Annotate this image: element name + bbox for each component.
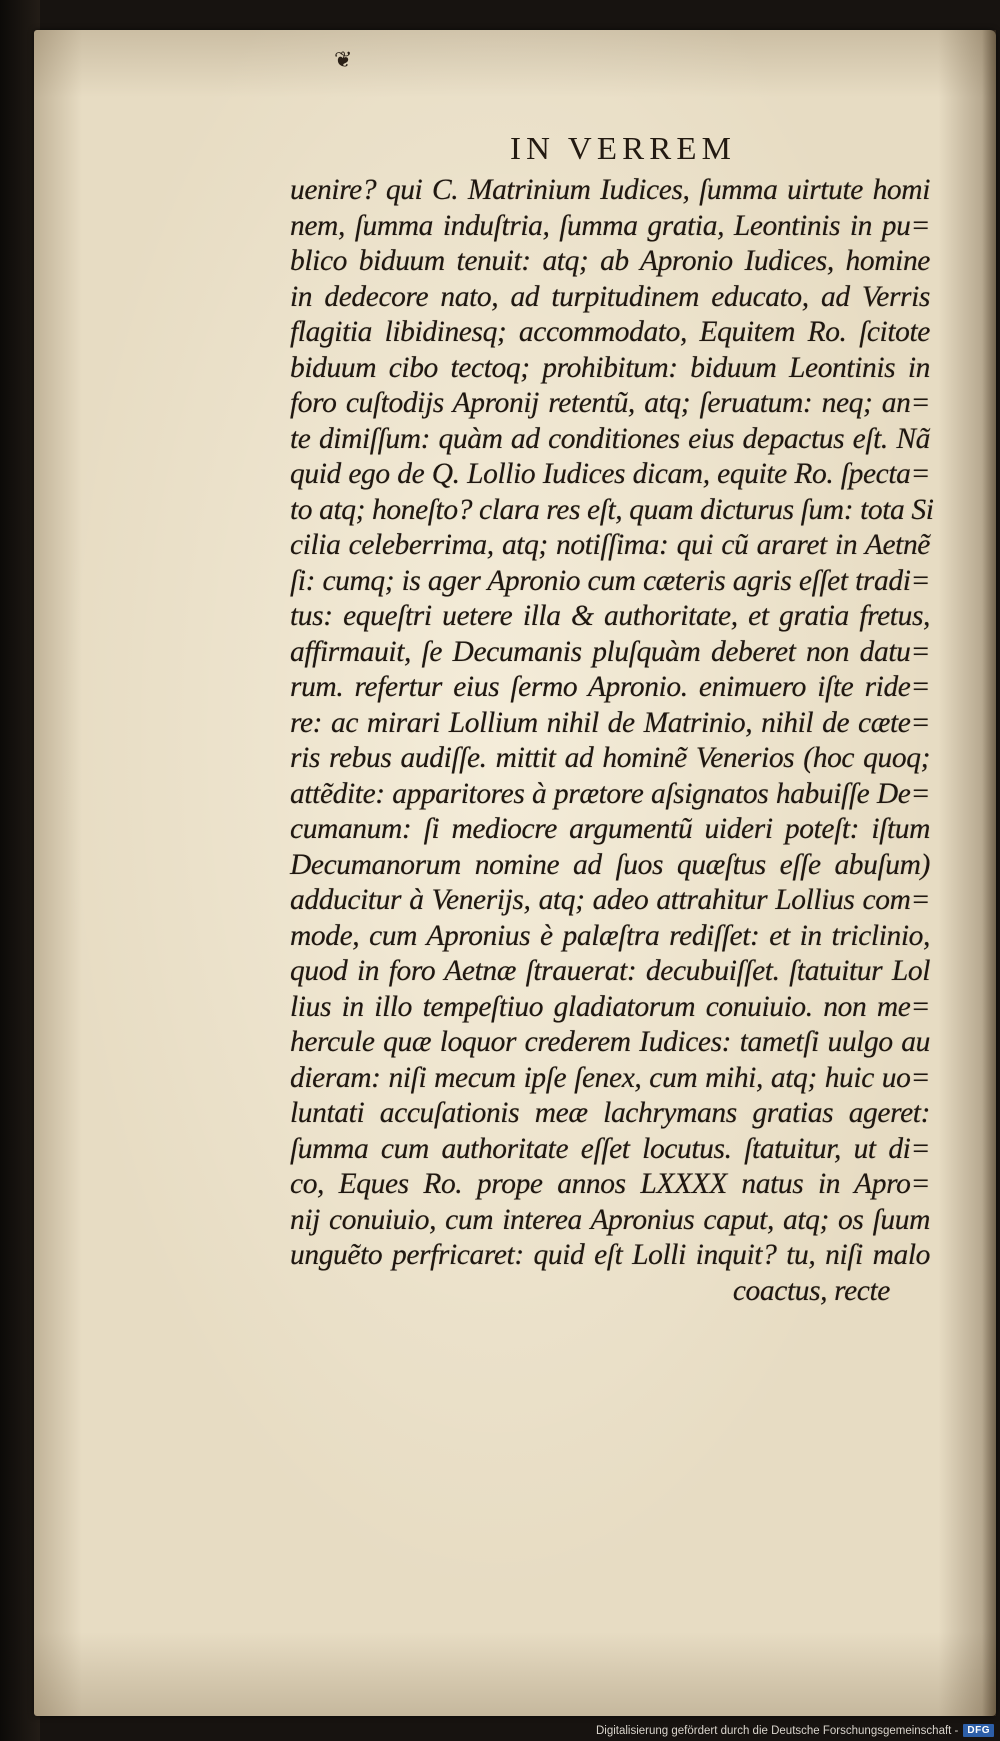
digitization-credit (596, 1724, 994, 1737)
book-page (34, 30, 996, 1716)
text-line: affirmauit, ſe Decumanis pluſquàm deberet non datu= (290, 635, 930, 668)
text-line: dieram: niſi mecum ipſe ſenex, cum mihi, atq; huic uo= (290, 1061, 930, 1094)
credit-text: Digitalisierung gefördert durch die Deutsche Forschungsgemeinschaft - (595, 1724, 959, 1737)
text-line: flagitia libidinesq; accommodato, Equitem Ro. ſcitote (290, 316, 930, 348)
text-line: blico biduum tenuit: atq; ab Apronio Iudices, homine (290, 245, 930, 277)
dfg-logo-icon: DFG (963, 1724, 994, 1737)
fleuron-ornament: ❦ (334, 48, 353, 73)
text-line: unguẽto perfricaret: quid eſt Lolli inquit? tu, niſi malo (290, 1239, 930, 1271)
text-line: ſi: cumq; is ager Apronio cum cæteris agris eſſet tradi= (290, 564, 930, 597)
text-line: tus: equeſtri uetere illa & authoritate, et gratia fretus, (290, 600, 930, 632)
text-line: luntati accuſationis meæ lachrymans gratias ageret: (290, 1097, 930, 1129)
text-line: re: ac mirari Lollium nihil de Matrinio, nihil de cæte= (290, 706, 930, 739)
text-line: attẽdite: apparitores à prætore aſsignatos habuiſſe De= (290, 777, 930, 810)
text-line: lius in illo tempeſtiuo gladiatorum conuiuio. non me= (290, 990, 930, 1023)
text-line: biduum cibo tectoq; prohibitum: biduum Leontinis in (290, 351, 930, 384)
text-line: to atq; honeſto? clara res eſt, quam dicturus ſum: tota Si (290, 493, 934, 526)
text-line: foro cuſtodijs Apronij retentũ, atq; ſeruatum: neq; an= (290, 387, 930, 419)
text-line: hercule quæ loquor crederem Iudices: tametſi uulgo au (290, 1026, 930, 1058)
text-line: quod in foro Aetnæ ſtrauerat: decubuiſſet. ſtatuitur Lol (290, 955, 930, 987)
text-line: co, Eques Ro. prope annos LXXXX natus in Apro= (290, 1168, 930, 1200)
text-line: mode, cum Apronius è palæſtra rediſſet: et in triclinio, (290, 919, 930, 952)
text-line: nem, ſumma induſtria, ſumma gratia, Leontinis in pu= (290, 209, 930, 242)
text-line: ſumma cum authoritate eſſet locutus. ſtatuitur, ut di= (290, 1132, 930, 1165)
text-line: in dedecore nato, ad turpitudinem educato, ad Verris (290, 280, 930, 313)
catchword-line: coactus, recte (732, 1274, 890, 1307)
text-line: adducitur à Venerijs, atq; adeo attrahitur Lollius com= (290, 884, 930, 916)
text-line: cumanum: ſi mediocre argumentũ uideri poteſt: iſtum (290, 813, 930, 845)
text-line: Decumanorum nomine ad ſuos quæſtus eſſe abuſum) (290, 848, 930, 881)
body-text (290, 173, 934, 1309)
text-line: cilia celeberrima, atq; notiſſima: qui cũ araret in Aetnẽ (290, 529, 930, 561)
text-line: ris rebus audiſſe. mittit ad hominẽ Venerios (hoc quoq; (290, 742, 930, 774)
text-line: te dimiſſum: quàm ad conditiones eius depactus eſt. Nã (290, 422, 930, 455)
page-edge-shadow (982, 30, 996, 1716)
text-line: rum. refertur eius ſermo Apronio. enimuero iſte ride= (290, 671, 930, 703)
text-line: nij conuiuio, cum interea Apronius caput, atq; os ſuum (290, 1203, 930, 1236)
text-line: uenire? qui C. Matrinium Iudices, ſumma uirtute homi (290, 174, 930, 206)
running-head: IN VERREM (510, 130, 737, 166)
text-line: quid ego de Q. Lollio Iudices dicam, equite Ro. ſpecta= (290, 458, 930, 490)
